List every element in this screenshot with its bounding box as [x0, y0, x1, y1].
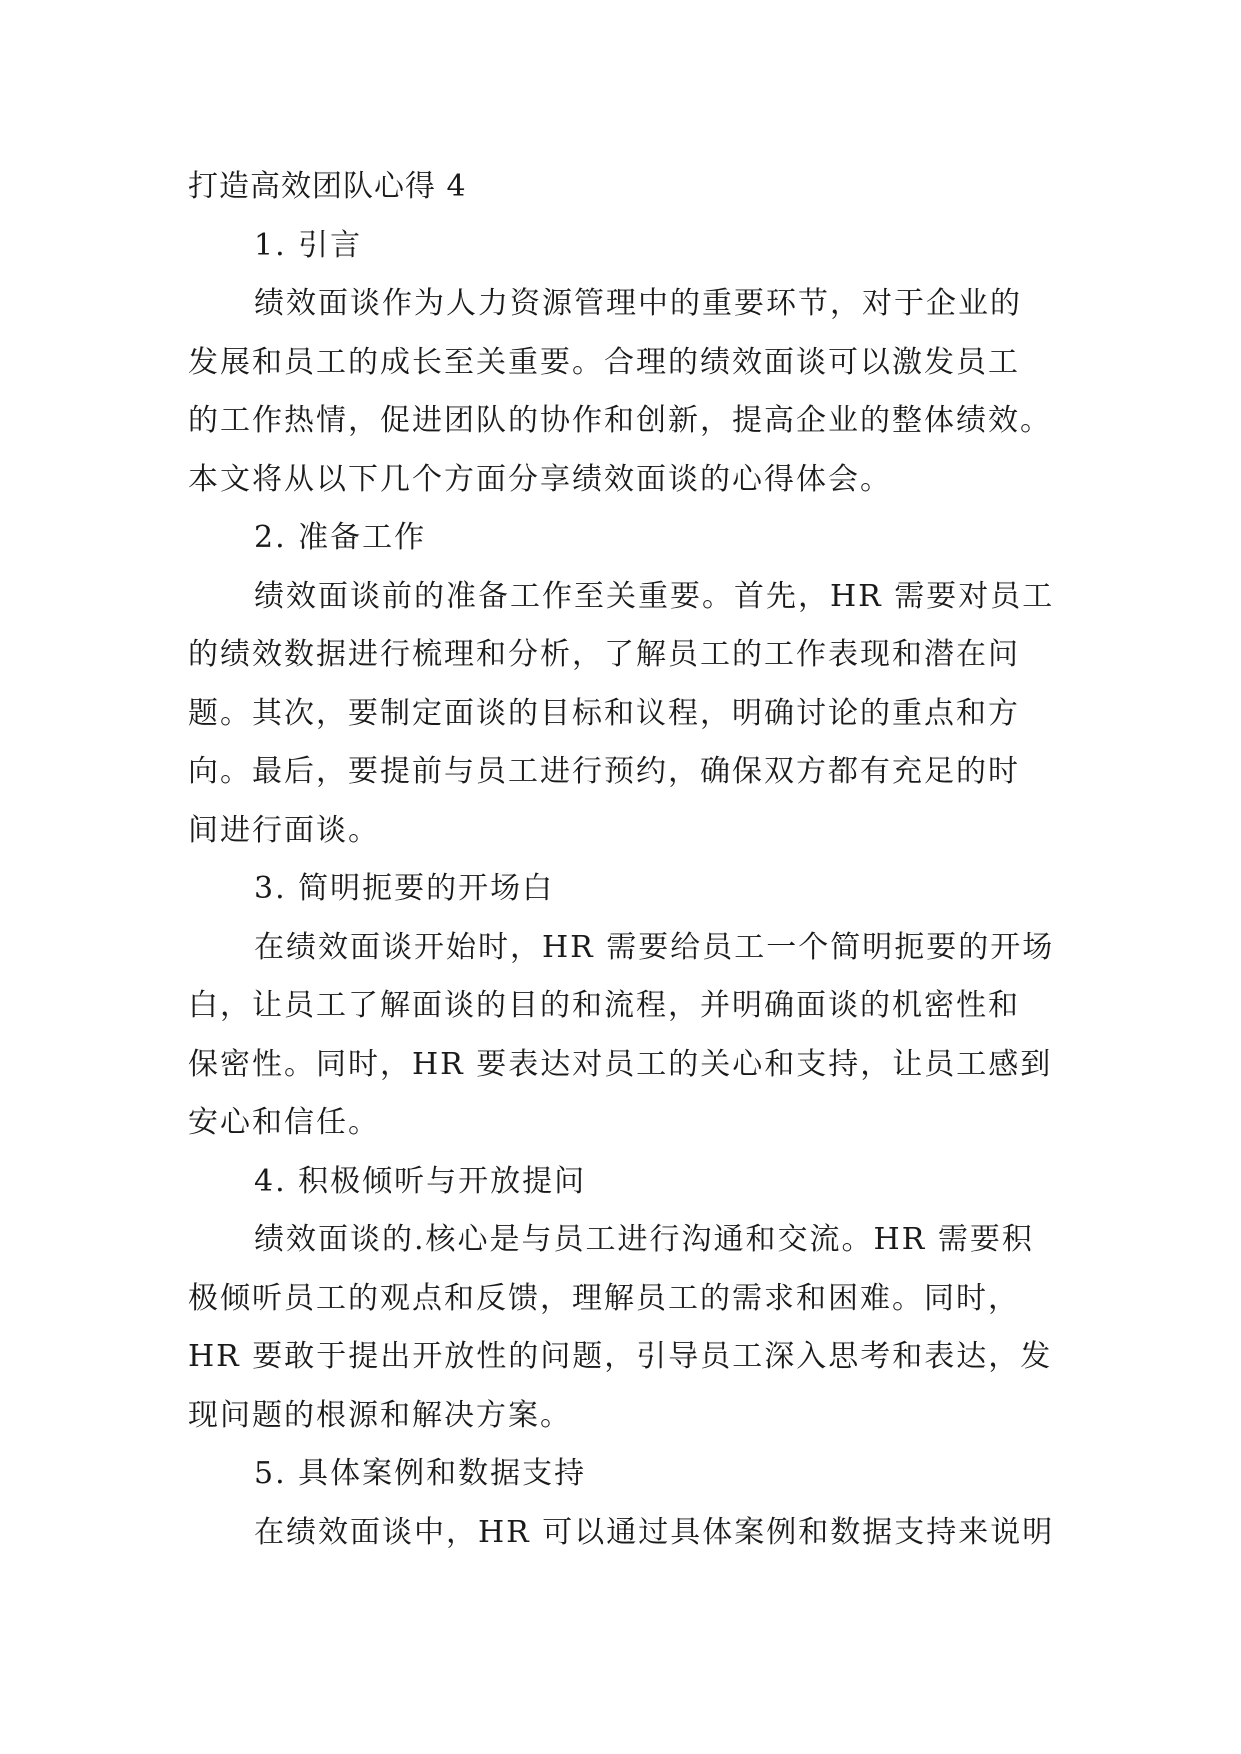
paragraph-line: 绩效面谈的.核心是与员工进行沟通和交流。HR 需要积 [254, 1222, 1034, 1257]
paragraph-line: HR 要敢于提出开放性的问题，引导员工深入思考和表达，发 [188, 1339, 1053, 1374]
paragraph-line: 绩效面谈前的准备工作至关重要。首先，HR 需要对员工 [254, 578, 1055, 614]
section-heading: 4. 积极倾听与开放提问 [254, 1163, 587, 1199]
paragraph-line: 发展和员工的成长至关重要。合理的绩效面谈可以激发员工 [188, 344, 1020, 380]
paragraph-line: 安心和信任。 [188, 1105, 380, 1140]
section-heading: 2. 准备工作 [254, 520, 427, 555]
paragraph-line: 的绩效数据进行梳理和分析，了解员工的工作表现和潜在问 [188, 637, 1020, 672]
paragraph-line: 本文将从以下几个方面分享绩效面谈的心得体会。 [188, 461, 892, 497]
paragraph-line: 在绩效面谈中，HR 可以通过具体案例和数据支持来说明 [254, 1514, 1055, 1550]
paragraph-line: 的工作热情，促进团队的协作和创新，提高企业的整体绩效。 [188, 403, 1052, 438]
document-title: 打造高效团队心得 4 [188, 169, 467, 204]
paragraph-line: 间进行面谈。 [188, 812, 380, 848]
document-page [188, 158, 1058, 1562]
document-body [188, 217, 1058, 1563]
section-heading: 5. 具体案例和数据支持 [254, 1456, 587, 1491]
paragraph-line: 在绩效面谈开始时，HR 需要给员工一个简明扼要的开场 [254, 929, 1055, 965]
section-heading: 1. 引言 [254, 227, 363, 263]
paragraph-line: 向。最后，要提前与员工进行预约，确保双方都有充足的时 [188, 754, 1020, 789]
paragraph-line: 绩效面谈作为人力资源管理中的重要环节，对于企业的 [254, 286, 1022, 321]
section-heading: 3. 简明扼要的开场白 [254, 871, 555, 906]
paragraph-line: 题。其次，要制定面谈的目标和议程，明确讨论的重点和方 [188, 695, 1020, 731]
paragraph-line: 保密性。同时，HR 要表达对员工的关心和支持，让员工感到 [188, 1046, 1053, 1082]
paragraph-line: 现问题的根源和解决方案。 [188, 1397, 572, 1433]
paragraph-line: 白，让员工了解面谈的目的和流程，并明确面谈的机密性和 [188, 988, 1020, 1023]
paragraph-line: 极倾听员工的观点和反馈，理解员工的需求和困难。同时， [188, 1280, 1020, 1316]
